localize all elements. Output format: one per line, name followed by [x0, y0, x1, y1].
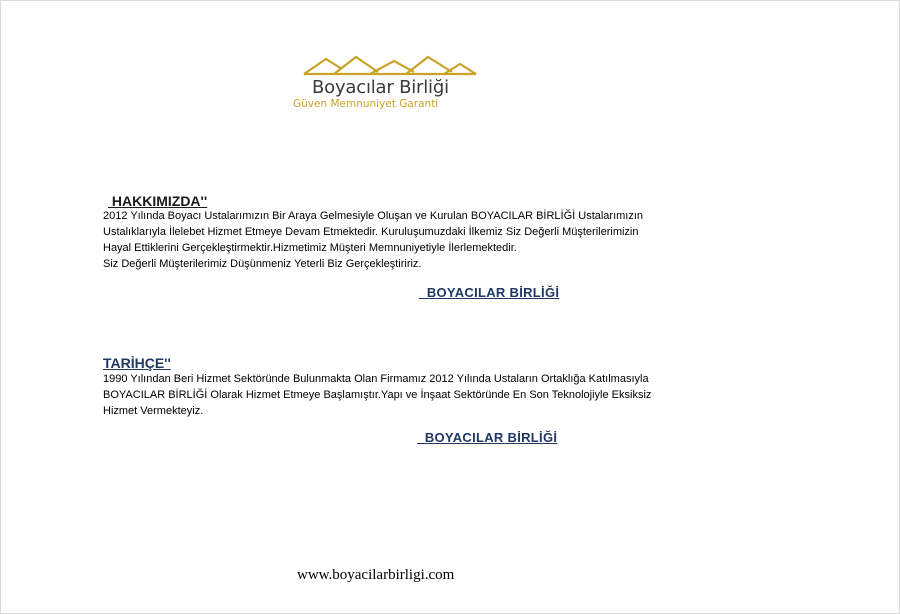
- brand-name: Boyacılar Birliği: [312, 77, 449, 98]
- about-paragraph: [103, 208, 643, 272]
- history-line: BOYACILAR BİRLİĞİ Olarak Hizmet Etmeye Başlamıştır.Yapı ve İnşaat Sektöründe En Son Teknolojiyle Eksiksiz: [103, 389, 652, 401]
- about-line: Ustalıklarıyla İlelebet Hizmet Etmeye Devam Etmektedir. Kuruluşumuzdaki İlkemiz Siz Değerli Müşterilerimizin: [103, 226, 639, 238]
- about-line: 2012 Yılında Boyacı Ustalarımızın Bir Araya Gelmesiyle Oluşan ve Kurulan BOYACILAR BİRLİĞİ Ustalarımızın: [103, 210, 644, 222]
- about-heading: HAKKIMIZDA'': [108, 193, 208, 209]
- history-line: 1990 Yılından Beri Hizmet Sektöründe Bulunmakta Olan Firmamız 2012 Yılında Ustaların Ortaklığa Katılmasıyla: [103, 373, 649, 385]
- about-signature: BOYACILAR BİRLİĞİ: [419, 285, 560, 300]
- roof-logo-icon: [290, 50, 490, 80]
- website-url[interactable]: www.boyacilarbirligi.com: [297, 567, 455, 583]
- history-signature: BOYACILAR BİRLİĞİ: [417, 430, 558, 445]
- about-line: Siz Değerli Müşterilerimiz Düşünmeniz Yeterli Biz Gerçekleştiririz.: [103, 258, 422, 270]
- history-line: Hizmet Vermekteyiz.: [103, 405, 204, 417]
- history-heading: TARİHÇE'': [103, 355, 171, 371]
- about-line: Hayal Ettiklerini Gerçekleştirmektir.Hizmetimiz Müşteri Memnuniyetiyle İlerlemektedir.: [103, 242, 517, 254]
- history-paragraph: [103, 371, 651, 419]
- company-logo: [290, 50, 490, 120]
- brand-tagline: Güven Memnuniyet Garanti: [293, 98, 439, 110]
